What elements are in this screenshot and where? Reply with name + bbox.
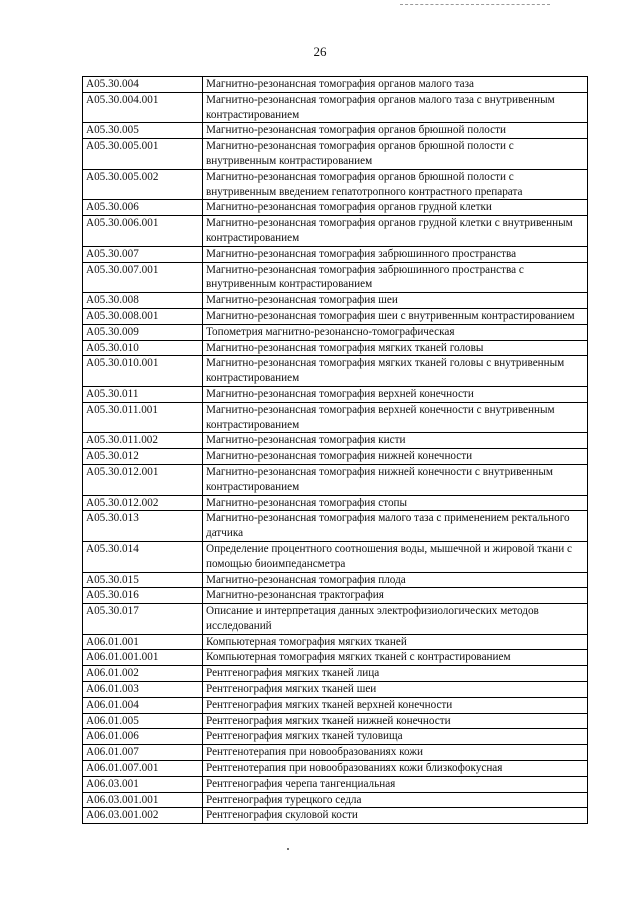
table-row — [83, 572, 588, 588]
procedure-code: A05.30.010.001 — [83, 356, 203, 387]
procedure-name: Рентгенография мягких тканей шеи — [203, 682, 588, 698]
procedure-name: Магнитно-резонансная томография забрюшинного пространства — [203, 246, 588, 262]
table-row — [83, 541, 588, 572]
procedure-name: Компьютерная томография мягких тканей — [203, 634, 588, 650]
procedure-code: A05.30.011.002 — [83, 433, 203, 449]
procedure-code: A05.30.007 — [83, 246, 203, 262]
procedure-code: A05.30.016 — [83, 588, 203, 604]
procedure-name: Магнитно-резонансная томография мягких тканей головы — [203, 340, 588, 356]
procedure-name: Рентгенография скуловой кости — [203, 808, 588, 824]
table-row — [83, 650, 588, 666]
procedure-name: Магнитно-резонансная томография органов брюшной полости с внутривенным контрастированием — [203, 139, 588, 170]
table-row — [83, 293, 588, 309]
procedure-code: A06.03.001.002 — [83, 808, 203, 824]
procedure-code: A05.30.008.001 — [83, 308, 203, 324]
procedure-name: Рентгенография мягких тканей лица — [203, 666, 588, 682]
procedure-code: A06.01.006 — [83, 729, 203, 745]
procedure-code: A05.30.005.001 — [83, 139, 203, 170]
table-row — [83, 262, 588, 293]
table-row — [83, 464, 588, 495]
procedure-code: A05.30.009 — [83, 324, 203, 340]
table-row — [83, 402, 588, 433]
procedure-code: A06.01.005 — [83, 713, 203, 729]
scan-speck — [287, 848, 289, 850]
table-row — [83, 713, 588, 729]
procedure-name: Магнитно-резонансная томография органов малого таза с внутривенным контрастированием — [203, 92, 588, 123]
procedure-code: A05.30.017 — [83, 604, 203, 635]
table-row — [83, 604, 588, 635]
procedure-name: Рентгенотерапия при новообразованиях кожи — [203, 745, 588, 761]
procedure-code: A06.01.007.001 — [83, 761, 203, 777]
procedure-name: Магнитно-резонансная томография органов брюшной полости — [203, 123, 588, 139]
procedure-code: A05.30.015 — [83, 572, 203, 588]
table-row — [83, 745, 588, 761]
procedure-name: Магнитно-резонансная томография стопы — [203, 495, 588, 511]
procedure-name: Рентгенография турецкого седла — [203, 792, 588, 808]
procedure-name: Магнитно-резонансная томография плода — [203, 572, 588, 588]
procedure-code: A06.01.002 — [83, 666, 203, 682]
procedure-code: A05.30.005.002 — [83, 169, 203, 200]
procedure-name: Рентгенография мягких тканей нижней конечности — [203, 713, 588, 729]
procedure-code: A06.01.003 — [83, 682, 203, 698]
procedure-name: Магнитно-резонансная томография шеи — [203, 293, 588, 309]
table-row — [83, 666, 588, 682]
table-row — [83, 169, 588, 200]
table-row — [83, 308, 588, 324]
table-row — [83, 729, 588, 745]
procedure-name: Компьютерная томография мягких тканей с контрастированием — [203, 650, 588, 666]
table-row — [83, 324, 588, 340]
table-row — [83, 123, 588, 139]
procedure-code: A05.30.012 — [83, 449, 203, 465]
procedure-code: A05.30.005 — [83, 123, 203, 139]
table-row — [83, 588, 588, 604]
procedure-code: A05.30.008 — [83, 293, 203, 309]
procedure-code: A05.30.011 — [83, 386, 203, 402]
procedure-code: A06.01.001.001 — [83, 650, 203, 666]
procedure-name: Магнитно-резонансная томография органов грудной клетки — [203, 200, 588, 216]
procedure-code: A06.03.001 — [83, 776, 203, 792]
procedure-name: Магнитно-резонансная томография нижней конечности с внутривенным контрастированием — [203, 464, 588, 495]
procedure-name: Магнитно-резонансная томография шеи с внутривенным контрастированием — [203, 308, 588, 324]
procedure-name: Топометрия магнитно-резонансно-томографическая — [203, 324, 588, 340]
procedure-code: A05.30.011.001 — [83, 402, 203, 433]
table-row — [83, 92, 588, 123]
procedure-name: Магнитно-резонансная томография верхней конечности с внутривенным контрастированием — [203, 402, 588, 433]
table-row — [83, 356, 588, 387]
procedure-name: Определение процентного соотношения воды, мышечной и жировой ткани с помощью биоимпедансметра — [203, 541, 588, 572]
table-row — [83, 200, 588, 216]
procedure-code: A05.30.004 — [83, 77, 203, 93]
procedure-name: Рентгенография мягких тканей верхней конечности — [203, 697, 588, 713]
procedure-code: A05.30.012.001 — [83, 464, 203, 495]
table-row — [83, 697, 588, 713]
table-row — [83, 139, 588, 170]
procedure-code: A05.30.006 — [83, 200, 203, 216]
table-row — [83, 77, 588, 93]
procedure-code: A05.30.006.001 — [83, 216, 203, 247]
scan-edge-line — [400, 4, 550, 5]
table-row — [83, 386, 588, 402]
procedure-codes-table — [82, 76, 588, 824]
table-row — [83, 511, 588, 542]
table-row — [83, 792, 588, 808]
procedure-name: Рентгенотерапия при новообразованиях кожи близкофокусная — [203, 761, 588, 777]
procedure-name: Магнитно-резонансная трактография — [203, 588, 588, 604]
procedure-name: Магнитно-резонансная томография органов грудной клетки с внутривенным контрастированием — [203, 216, 588, 247]
procedure-name: Магнитно-резонансная томография мягких тканей головы с внутривенным контрастированием — [203, 356, 588, 387]
table-row — [83, 776, 588, 792]
procedure-name: Магнитно-резонансная томография нижней конечности — [203, 449, 588, 465]
page-number: 26 — [313, 44, 327, 59]
procedure-name: Магнитно-резонансная томография кисти — [203, 433, 588, 449]
table-row — [83, 761, 588, 777]
procedure-code: A05.30.010 — [83, 340, 203, 356]
procedure-name: Рентгенография черепа тангенциальная — [203, 776, 588, 792]
table-row — [83, 682, 588, 698]
table-row — [83, 340, 588, 356]
table-row — [83, 433, 588, 449]
procedure-code: A06.03.001.001 — [83, 792, 203, 808]
table-row — [83, 246, 588, 262]
table-body — [83, 77, 588, 824]
procedure-code: A05.30.012.002 — [83, 495, 203, 511]
procedure-code: A06.01.004 — [83, 697, 203, 713]
procedure-name: Магнитно-резонансная томография забрюшинного пространства с внутривенным контрастированием — [203, 262, 588, 293]
procedure-code: A05.30.013 — [83, 511, 203, 542]
table-row — [83, 634, 588, 650]
procedure-code: A05.30.014 — [83, 541, 203, 572]
procedure-name: Магнитно-резонансная томография малого таза с применением ректального датчика — [203, 511, 588, 542]
procedure-name: Магнитно-резонансная томография верхней конечности — [203, 386, 588, 402]
table-row — [83, 449, 588, 465]
table-row — [83, 495, 588, 511]
table-row — [83, 216, 588, 247]
table-row — [83, 808, 588, 824]
procedure-name: Магнитно-резонансная томография органов малого таза — [203, 77, 588, 93]
procedure-code: A05.30.007.001 — [83, 262, 203, 293]
procedure-name: Магнитно-резонансная томография органов брюшной полости с внутривенным введением гепатотропного контрастного препарата — [203, 169, 588, 200]
procedure-name: Рентгенография мягких тканей туловища — [203, 729, 588, 745]
procedure-code: A06.01.001 — [83, 634, 203, 650]
procedure-name: Описание и интерпретация данных электрофизиологических методов исследований — [203, 604, 588, 635]
procedure-code: A06.01.007 — [83, 745, 203, 761]
procedure-code: A05.30.004.001 — [83, 92, 203, 123]
